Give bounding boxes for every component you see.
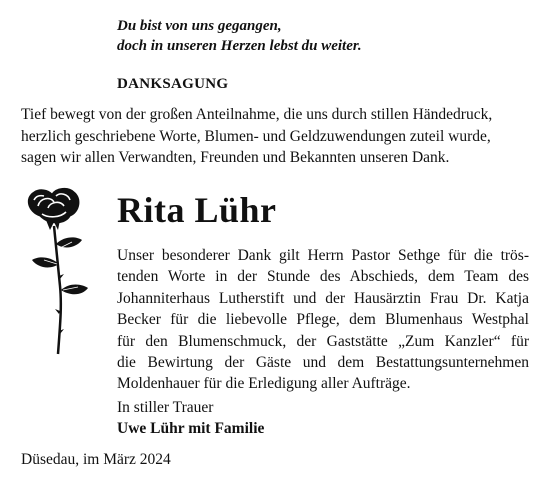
intro-paragraph [21,104,531,169]
poem-line-2: doch in unseren Herzen lebst du weiter. [117,38,362,54]
intro-line: Tief bewegt von der großen Anteilnahme, die uns durch stillen Händedruck, [21,106,493,123]
place-date: Düsedau, im März 2024 [21,451,171,468]
thanks-line: Becker für die liebevolle Pflege, dem Blumenhaus Westphal [117,311,529,329]
thanks-line: Moldenhauer für die Erledigung aller Aufträge. [117,375,411,393]
family-name: Uwe Lühr mit Familie [117,420,265,437]
poem-line-1: Du bist von uns gegangen, [117,18,282,34]
intro-line: sagen wir allen Verwandten, Freunden und Bekannten unseren Dank. [21,149,450,166]
thanks-line: tenden Worte in der Stunde des Abschieds, dem Team des [117,268,529,286]
thanks-line: Unser besonderer Dank gilt Herrn Pastor Sethge für die trös- [117,247,529,264]
mourning-text: In stiller Trauer [117,399,214,416]
thanks-line: Johanniterhaus Lutherstift und der Hausärztin Frau Dr. Katja [117,289,529,307]
poem-quote [117,16,362,56]
rose-icon [20,186,92,356]
thanks-line: für den Blumenschmuck, der Gaststätte „Zum Kanzler“ für [117,332,529,350]
thanks-line: die Bewirtung der Gäste und dem Bestattungsunternehmen [117,353,529,371]
intro-line: herzlich geschriebene Worte, Blumen- und Geldzuwendungen zuteil wurde, [21,127,491,145]
thanks-paragraph [117,245,529,395]
deceased-name: Rita Lühr [117,190,277,230]
signature-block [117,397,264,439]
heading-danksagung: DANKSAGUNG [117,76,229,92]
